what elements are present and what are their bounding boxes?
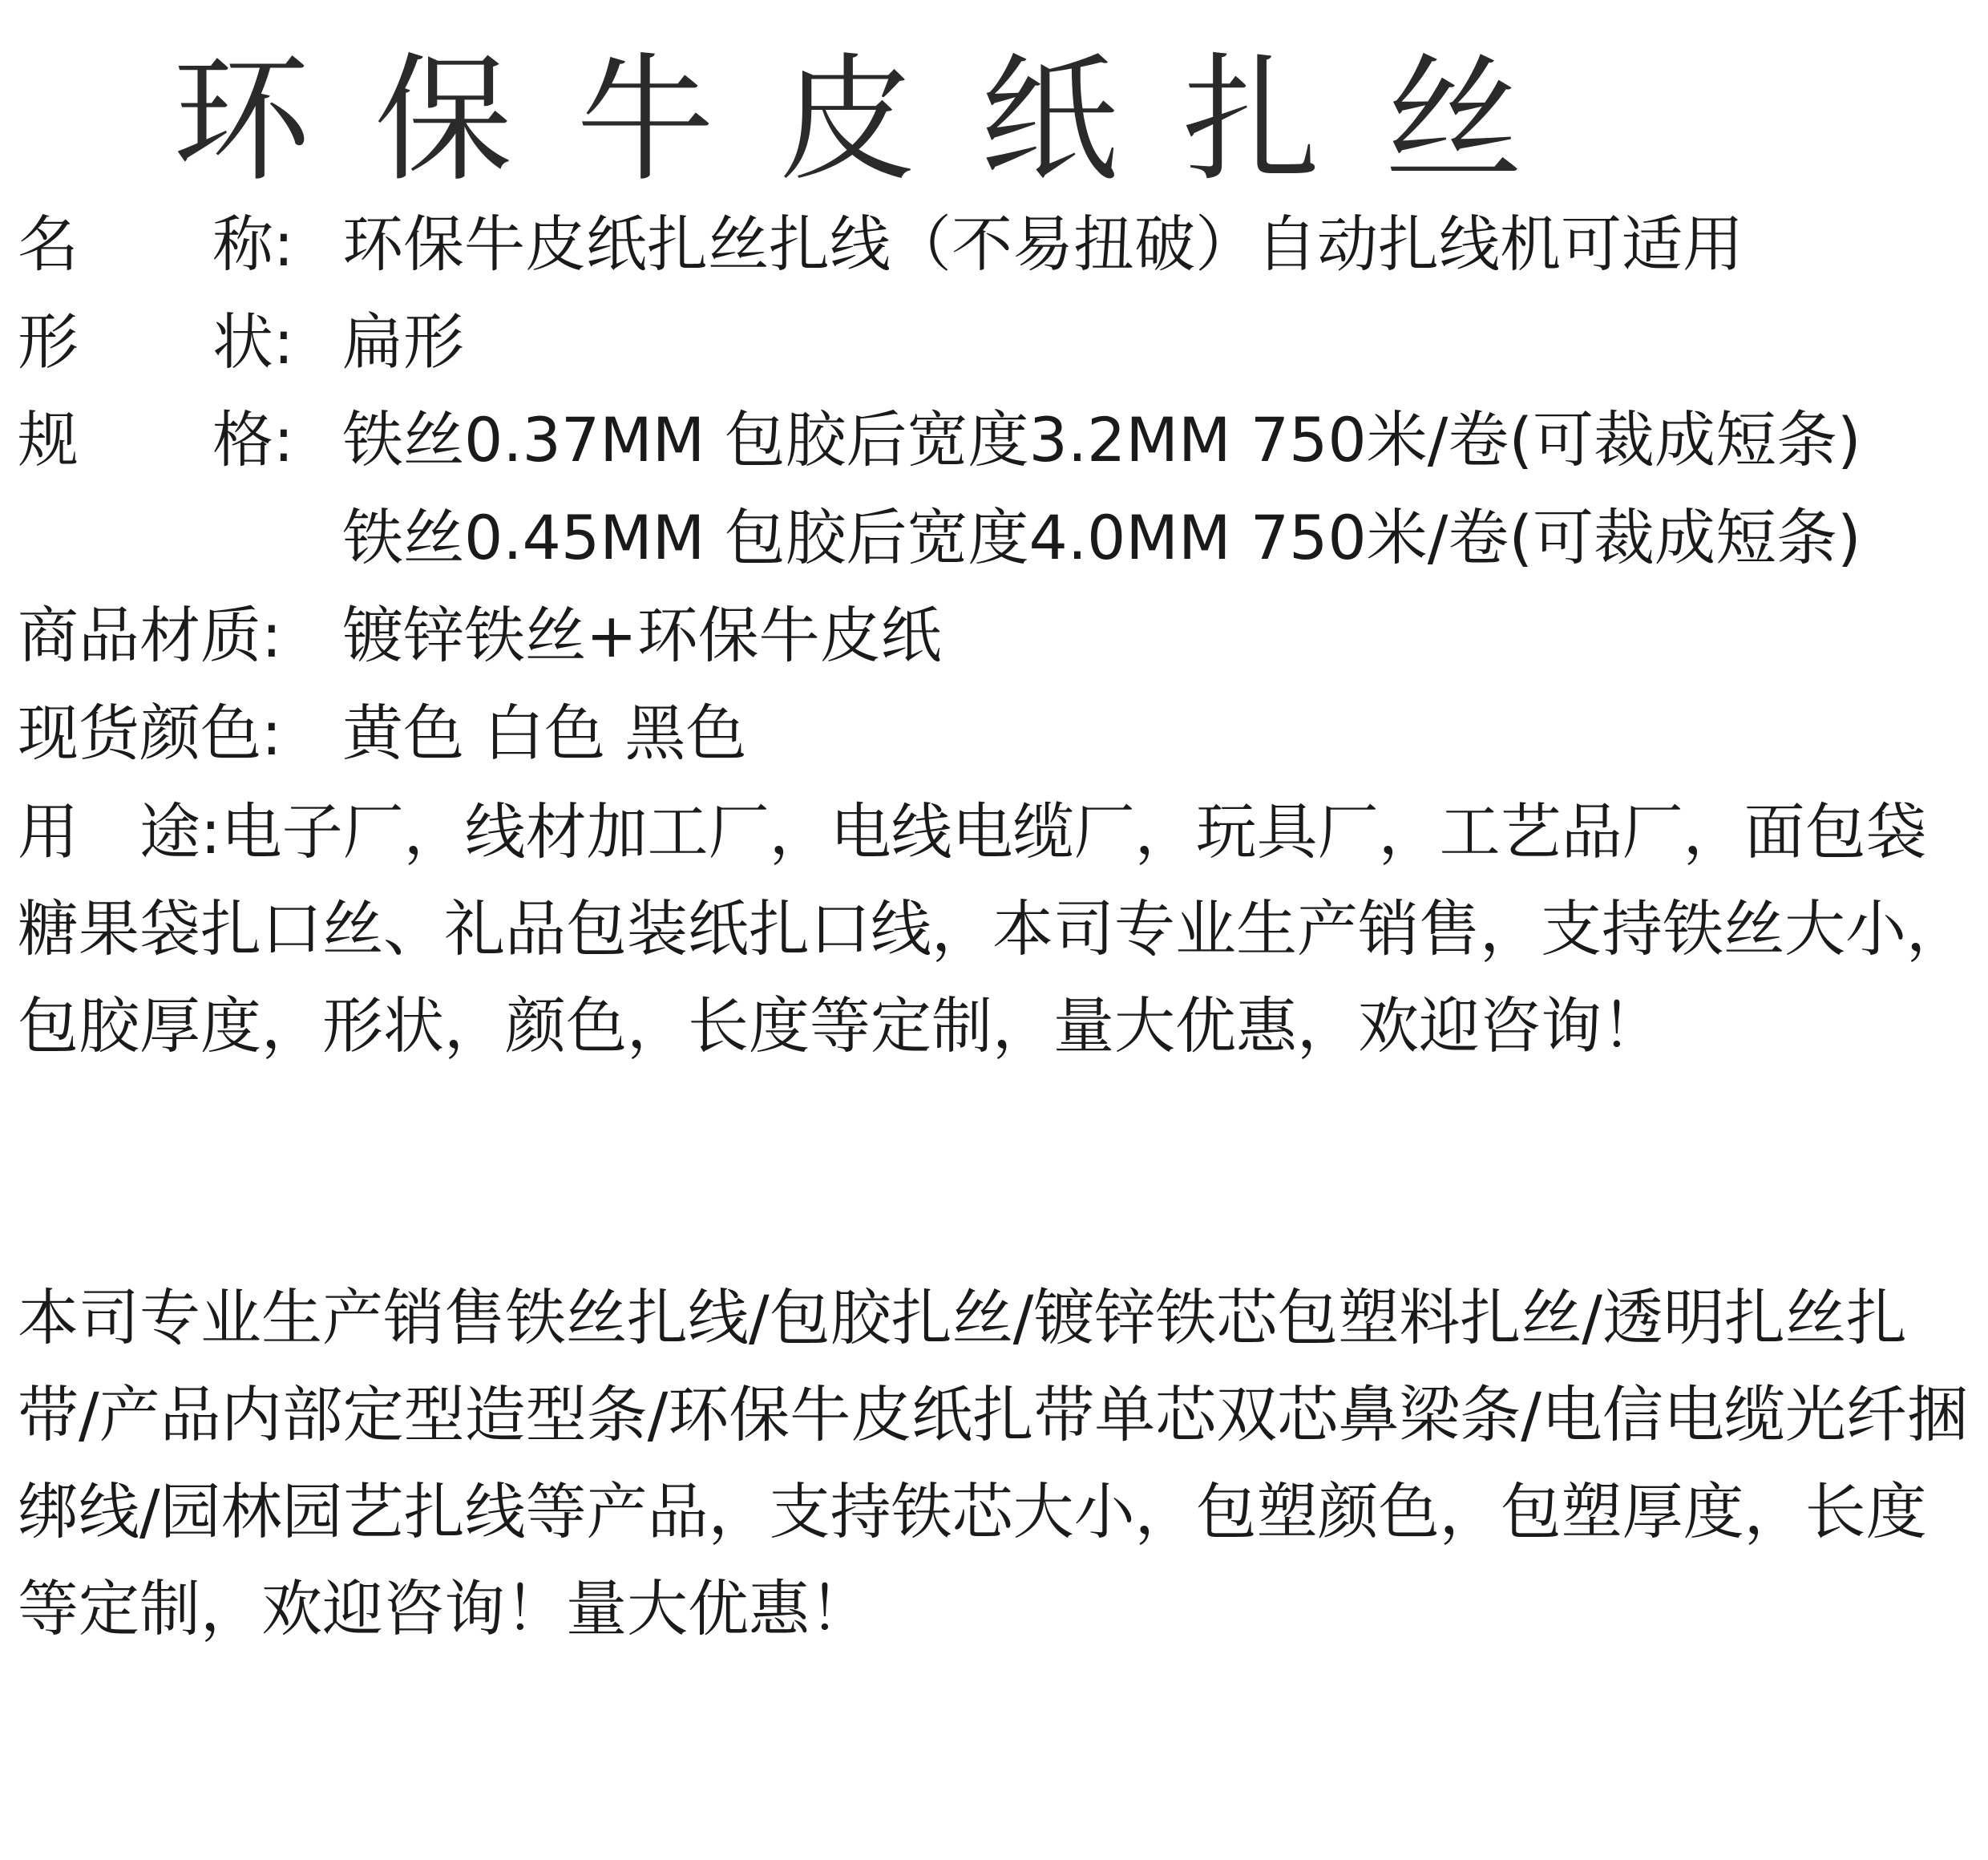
spec-label-shape-a: 形	[18, 306, 79, 378]
spec-label-material: 商品材质:	[18, 600, 282, 671]
spec-value-shape: 扁形	[342, 306, 464, 378]
spec-label-shape-b: 状:	[212, 306, 294, 378]
spec-value-size-2: 铁丝0.45MM 包胶后宽度4.0MM 750米/卷(可裁成短条)	[342, 502, 1861, 573]
spec-label-usage-b: 途:	[139, 796, 221, 867]
spec-row-usage	[18, 783, 1974, 1074]
spec-value-name: 环保牛皮纸扎丝扎线（不易扭破）自动扎线机可适用	[342, 208, 1744, 280]
intro-paragraph: 本司专业生产销售铁丝扎线/包胶扎丝/镀锌铁芯包塑料扎丝/透明扎丝扎带/产品内部定型造型条/环保牛皮纸扎带单芯双芯鼻梁条/电信电缆光纤捆绑线/园林园艺扎线等产品，支持铁芯大小，包塑颜色，包塑厚度，长度等定制，欢迎咨询！量大优惠！	[18, 1282, 1968, 1644]
spec-label-name-a: 名	[18, 208, 79, 280]
spec-label-colors: 现货颜色:	[18, 698, 282, 769]
spec-label-usage-a: 用	[18, 796, 79, 867]
spec-value-material: 镀锌铁丝+环保牛皮纸	[342, 600, 942, 671]
spec-value-colors: 黄色 白色 黑色	[342, 698, 747, 769]
spec-label-name-b: 称:	[212, 208, 294, 280]
spec-value-size-1: 铁丝0.37MM 包胶后宽度3.2MM 750米/卷(可裁成短条)	[342, 404, 1861, 475]
spec-label-size-b: 格:	[212, 404, 294, 475]
spec-label-size-a: 规	[18, 404, 79, 475]
spec-value-usage: 电子厂，线材加工厂，电线电缆厂，玩具厂，工艺品厂，面包袋糖果袋扎口丝、礼品包装纸扎口线，本司专业生产销售，支持铁丝大小，包胶厚度，形状，颜色，长度等定制，量大优惠，欢迎咨询！	[18, 796, 1967, 1061]
page-title: 环保牛皮纸扎丝	[172, 39, 1586, 200]
